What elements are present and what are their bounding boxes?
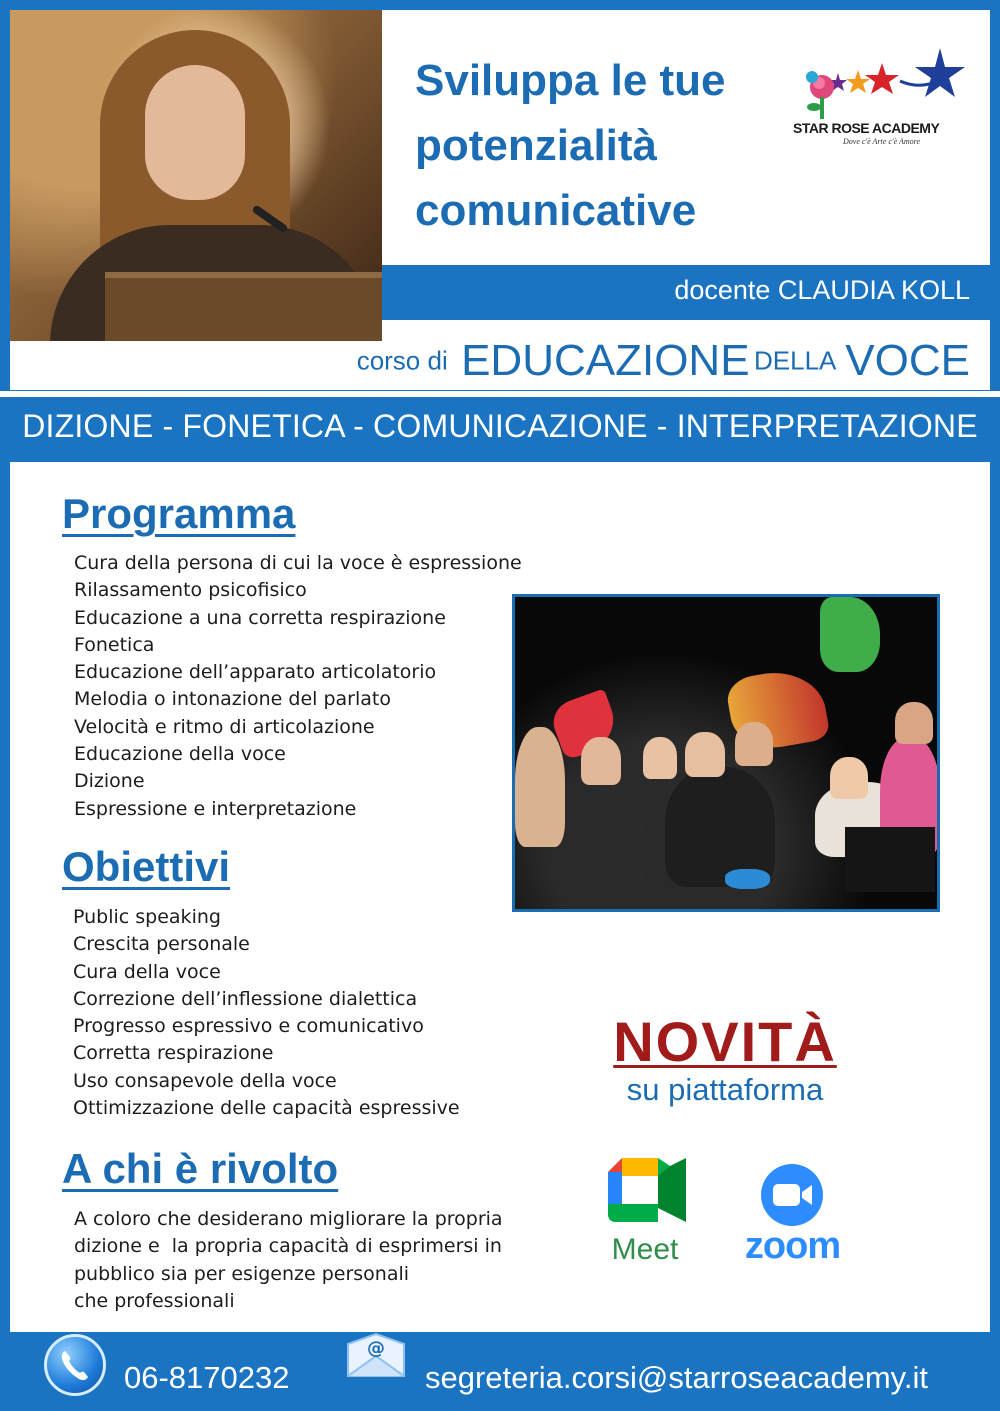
list-item: Crescita personale [73, 933, 250, 956]
zoom-label: zoom [744, 1225, 841, 1267]
email-icon [340, 1326, 412, 1386]
list-item: Corretta respirazione [73, 1042, 274, 1065]
rivolto-text [74, 1206, 503, 1315]
star-icon [846, 70, 870, 93]
list-item: Educazione della voce [74, 743, 286, 766]
course-prefix: corso di [356, 345, 448, 376]
list-item: Public speaking [73, 906, 221, 928]
list-item: Cura della voce [73, 960, 221, 983]
phone-number[interactable]: 06-8170232 [124, 1360, 290, 1395]
list-item: Ottimizzazione delle capacità espressive [73, 1097, 460, 1120]
text-line: dizione e la propria capacità di esprimersi in [74, 1235, 502, 1258]
list-item: Progresso espressivo e comunicativo [73, 1015, 424, 1038]
course-word-della: DELLA [754, 345, 837, 376]
phone-icon [44, 1334, 106, 1396]
speaker-photo [10, 10, 382, 341]
star-icon [915, 48, 965, 97]
stage-photo [512, 594, 940, 912]
list-item: Correzione dell’inflessione dialettica [73, 987, 418, 1010]
rivolto-heading: A chi è rivolto [62, 1145, 339, 1192]
subjects-banner: DIZIONE - FONETICA - COMUNICAZIONE - INTERPRETAZIONE [22, 408, 978, 444]
teacher-label: docente CLAUDIA KOLL [674, 275, 970, 305]
list-item: Fonetica [74, 633, 155, 656]
obiettivi-list [73, 904, 460, 1122]
zoom-icon [760, 1163, 824, 1227]
text-line: pubblico sia per esigenze personali [74, 1262, 410, 1285]
divider [0, 391, 1000, 397]
programma-heading: Programma [62, 490, 296, 537]
list-item: Cura della persona di cui la voce è espressione [74, 552, 522, 574]
novita-subtitle: su piattaforma [626, 1072, 824, 1107]
page-title: Sviluppa le tue potenzialità comunicative [415, 56, 726, 235]
course-word-educazione: EDUCAZIONE [461, 336, 750, 385]
list-item: Rilassamento psicofisico [74, 579, 307, 602]
meet-label: Meet [611, 1233, 679, 1266]
logo-tagline: Dove c'è Arte c'è Amore [843, 137, 921, 146]
novita-title: NOVITÀ [613, 1010, 837, 1073]
logo-name: STAR ROSE ACADEMY [793, 120, 940, 136]
list-item: Dizione [74, 770, 145, 793]
list-item: Melodia o intonazione del parlato [74, 688, 391, 711]
list-item: Velocità e ritmo di articolazione [74, 715, 375, 738]
list-item: Educazione dell’apparato articolatorio [74, 661, 437, 684]
star-icon [865, 63, 899, 94]
list-item: Uso consapevole della voce [73, 1069, 337, 1092]
course-title [250, 336, 970, 386]
obiettivi-heading: Obiettivi [62, 843, 231, 890]
programma-list [74, 550, 522, 823]
list-item: Espressione e interpretazione [74, 797, 357, 820]
svg-text:@: @ [367, 1338, 385, 1359]
google-meet-icon [608, 1158, 686, 1222]
text-line: A coloro che desiderano migliorare la propria [74, 1208, 503, 1230]
email-address[interactable]: segreteria.corsi@starroseacademy.it [425, 1360, 928, 1395]
list-item: Educazione a una corretta respirazione [74, 606, 446, 629]
text-line: che professionali [74, 1289, 235, 1312]
course-word-voce: VOCE [845, 336, 970, 385]
